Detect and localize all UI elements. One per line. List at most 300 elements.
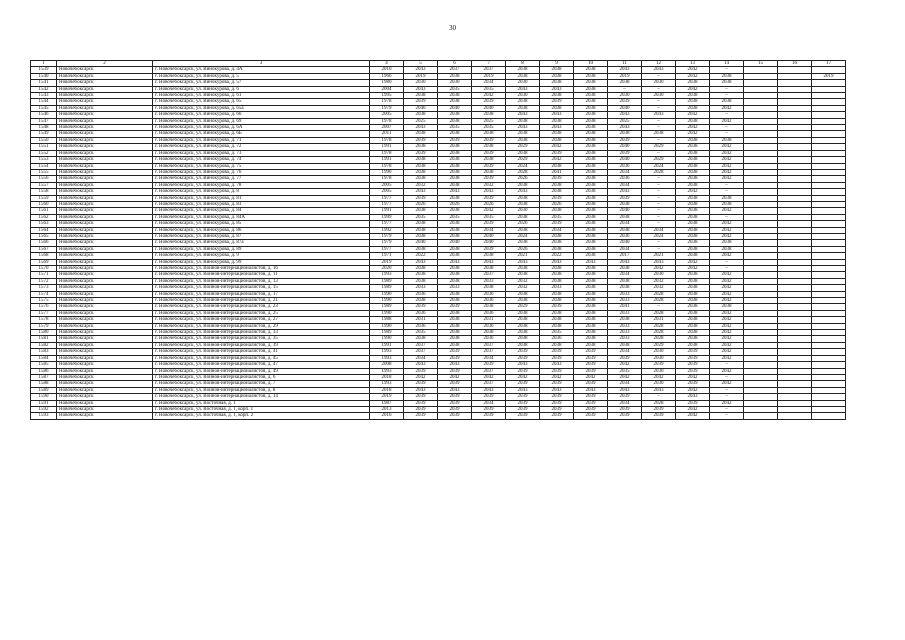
- table-cell: 2026: [506, 246, 540, 252]
- table-cell: 1564: [31, 227, 57, 233]
- table-cell: 2039: [574, 362, 608, 368]
- table-cell: 2005: [370, 189, 404, 195]
- table-cell: 2038: [438, 246, 472, 252]
- table-cell: Новочебоксарск: [57, 291, 153, 297]
- table-cell: 1542: [31, 86, 57, 92]
- table-cell: 2039: [506, 413, 540, 419]
- table-cell: 2038: [608, 227, 642, 233]
- table-cell: 2039: [608, 355, 642, 361]
- table-cell: 1990: [370, 169, 404, 175]
- table-cell: 2034: [608, 400, 642, 406]
- table-cell: 1583: [31, 349, 57, 355]
- table-cell: 2021: [642, 253, 676, 259]
- table-cell: 2038: [404, 227, 438, 233]
- table-cell: 1539: [31, 67, 57, 73]
- table-cell: 2034: [472, 355, 506, 361]
- table-cell: 1581: [31, 336, 57, 342]
- table-cell: Новочебоксарск: [57, 362, 153, 368]
- table-cell: 2030: [438, 80, 472, 86]
- table-cell: г. Новочебоксарск, ул. Винокурова, д. 6Б: [153, 131, 370, 137]
- table-cell: 2038: [710, 80, 744, 86]
- table-cell: 2038: [438, 221, 472, 227]
- table-cell: 2034: [472, 400, 506, 406]
- table-cell: 2042: [676, 131, 710, 137]
- table-cell: 1560: [31, 201, 57, 207]
- table-cell: 2038: [540, 131, 574, 137]
- table-cell: 2041: [540, 169, 574, 175]
- table-cell: 2038: [540, 342, 574, 348]
- table-cell: 2038: [676, 291, 710, 297]
- table-cell: 2038: [676, 169, 710, 175]
- table-cell: 2038: [574, 189, 608, 195]
- table-cell: 2042: [676, 67, 710, 73]
- table-cell: 2037: [472, 342, 506, 348]
- table-cell: 2038: [574, 278, 608, 284]
- table-cell: 2042: [710, 227, 744, 233]
- table-cell: 1578: [31, 317, 57, 323]
- table-cell: 2038: [608, 266, 642, 272]
- table-cell: 1572: [31, 278, 57, 284]
- table-cell: 2043: [642, 112, 676, 118]
- table-cell: 2039: [540, 99, 574, 105]
- table-cell: 2038: [676, 144, 710, 150]
- table-cell: Новочебоксарск: [57, 227, 153, 233]
- table-cell: г. Новочебоксарск, ул. Винокурова, д. 86: [153, 227, 370, 233]
- table-cell: 1579: [31, 323, 57, 329]
- table-cell: 2043: [676, 394, 710, 400]
- table-cell: 2043: [506, 259, 540, 265]
- table-cell: 1978: [370, 163, 404, 169]
- table-cell: 2038: [404, 266, 438, 272]
- table-cell: 2038: [574, 150, 608, 156]
- table-cell: 2030: [608, 93, 642, 99]
- table-cell: 2022: [540, 253, 574, 259]
- table-cell: 2038: [506, 240, 540, 246]
- table-cell: 2038: [540, 105, 574, 111]
- table-cell: 2038: [438, 112, 472, 118]
- table-cell: 2042: [438, 374, 472, 380]
- table-cell: 2043: [506, 125, 540, 131]
- table-cell: 2043: [574, 259, 608, 265]
- table-cell: 2032: [642, 278, 676, 284]
- table-cell: г. Новочебоксарск, ул. Воинов-интернационалистов, д. 21: [153, 298, 370, 304]
- table-cell: 2039: [472, 406, 506, 412]
- table-cell: 2039: [404, 381, 438, 387]
- table-cell: 2038: [676, 214, 710, 220]
- table-cell: 2031: [642, 317, 676, 323]
- table-cell: 2035: [540, 214, 574, 220]
- table-cell: 2039: [574, 400, 608, 406]
- table-row: [31, 413, 846, 419]
- table-cell: 2039: [438, 394, 472, 400]
- table-cell: 2038: [574, 336, 608, 342]
- table-cell: 2013: [370, 406, 404, 412]
- table-cell: –: [710, 374, 744, 380]
- table-cell: 1988: [370, 317, 404, 323]
- table-cell: 2043: [506, 189, 540, 195]
- table-cell: 2039: [608, 99, 642, 105]
- table-cell: 2026: [472, 201, 506, 207]
- table-cell: –: [642, 99, 676, 105]
- column-header-8: 8: [506, 61, 540, 67]
- table-cell: –: [710, 266, 744, 272]
- table-cell: Новочебоксарск: [57, 112, 153, 118]
- table-cell: 2038: [608, 285, 642, 291]
- table-cell: 2028: [506, 169, 540, 175]
- column-header-17: 17: [812, 61, 846, 67]
- table-cell: 2043: [404, 362, 438, 368]
- table-cell: 2038: [676, 317, 710, 323]
- table-cell: 1540: [31, 73, 57, 79]
- table-cell: 1987: [370, 400, 404, 406]
- table-cell: г. Новочебоксарск, ул. Винокурова, д. 87а: [153, 240, 370, 246]
- table-cell: 2040: [438, 105, 472, 111]
- table-cell: 2039: [642, 413, 676, 419]
- table-cell: 2036: [472, 298, 506, 304]
- table-cell: 2038: [404, 278, 438, 284]
- table-cell: 2038: [472, 169, 506, 175]
- table-cell: Новочебоксарск: [57, 73, 153, 79]
- table-cell: 2038: [676, 195, 710, 201]
- table-cell: 2019: [370, 259, 404, 265]
- table-cell: 2038: [574, 272, 608, 278]
- table-cell: 2043: [438, 259, 472, 265]
- table-cell: 2038: [438, 330, 472, 336]
- table-cell: 2039: [404, 195, 438, 201]
- table-cell: 2037: [472, 381, 506, 387]
- table-cell: г. Новочебоксарск, ул. Винокурова, д. 9: [153, 253, 370, 259]
- table-cell: –: [642, 182, 676, 188]
- table-cell: 2038: [540, 208, 574, 214]
- table-cell: 1544: [31, 99, 57, 105]
- table-cell: 2011: [370, 131, 404, 137]
- table-cell: 2038: [438, 73, 472, 79]
- table-cell: 2024: [642, 163, 676, 169]
- table-cell: 2043: [438, 387, 472, 393]
- table-cell: 2042: [710, 253, 744, 259]
- table-cell: 2038: [608, 131, 642, 137]
- table-cell: 2038: [404, 144, 438, 150]
- table-cell: 2038: [506, 227, 540, 233]
- table-cell: 2043: [608, 259, 642, 265]
- table-cell: 2035: [438, 86, 472, 92]
- table-cell: 2035: [540, 330, 574, 336]
- table-cell: 1548: [31, 125, 57, 131]
- table-cell: 2032: [642, 285, 676, 291]
- table-cell: 2039: [540, 413, 574, 419]
- table-cell: 2019: [472, 73, 506, 79]
- table-cell: 2033: [608, 310, 642, 316]
- table-cell: 2040: [472, 105, 506, 111]
- table-cell: 2038: [438, 266, 472, 272]
- table-cell: 2043: [472, 259, 506, 265]
- table-cell: 2038: [574, 342, 608, 348]
- table-cell: 2042: [608, 374, 642, 380]
- table-cell: 2039: [608, 413, 642, 419]
- table-cell: Новочебоксарск: [57, 272, 153, 278]
- table-cell: Новочебоксарск: [57, 374, 153, 380]
- table-cell: 2043: [506, 112, 540, 118]
- table-cell: 2042: [710, 176, 744, 182]
- table-cell: 2039: [472, 394, 506, 400]
- table-cell: Новочебоксарск: [57, 201, 153, 207]
- table-cell: 1979: [370, 105, 404, 111]
- table-cell: 2038: [438, 227, 472, 233]
- table-cell: 2043: [540, 259, 574, 265]
- table-cell: 2035: [404, 214, 438, 220]
- table-cell: 2038: [404, 336, 438, 342]
- table-body: [31, 67, 846, 419]
- table-cell: 1541: [31, 80, 57, 86]
- table-cell: 2035: [608, 368, 642, 374]
- table-cell: 2038: [404, 169, 438, 175]
- table-cell: 2038: [506, 336, 540, 342]
- table-cell: 2038: [472, 304, 506, 310]
- table-cell: 2043: [404, 67, 438, 73]
- table-cell: 2038: [574, 298, 608, 304]
- table-cell: 1991: [370, 208, 404, 214]
- table-cell: г. Новочебоксарск, ул. Винокурова, д. 65: [153, 99, 370, 105]
- table-cell: 2038: [506, 214, 540, 220]
- table-cell: 2030: [506, 93, 540, 99]
- table-cell: 1592: [31, 406, 57, 412]
- table-cell: 2036: [404, 310, 438, 316]
- table-cell: 2039: [574, 413, 608, 419]
- table-cell: 2039: [608, 195, 642, 201]
- table-cell: 1543: [31, 93, 57, 99]
- table-cell: 2029: [506, 157, 540, 163]
- column-header-4: 4: [370, 61, 404, 67]
- table-cell: 2039: [472, 150, 506, 156]
- table-cell: 2034: [608, 246, 642, 252]
- table-cell: 2038: [676, 246, 710, 252]
- table-cell: 2042: [710, 285, 744, 291]
- table-cell: 2039: [472, 413, 506, 419]
- table-cell: 2026: [404, 201, 438, 207]
- table-cell: 2038: [438, 317, 472, 323]
- table-cell: 1993: [370, 368, 404, 374]
- table-cell: 2038: [404, 157, 438, 163]
- table-cell: 2043: [540, 125, 574, 131]
- table-cell: 1571: [31, 272, 57, 278]
- table-cell: 1569: [31, 259, 57, 265]
- table-cell: 2038: [540, 298, 574, 304]
- table-cell: 2039: [472, 221, 506, 227]
- table-cell: 2038: [472, 285, 506, 291]
- table-cell: 2042: [676, 406, 710, 412]
- table-cell: 2042: [710, 342, 744, 348]
- table-cell: 2038: [676, 163, 710, 169]
- table-cell: 2030: [642, 349, 676, 355]
- table-cell: 2038: [676, 118, 710, 124]
- table-cell: 2018: [370, 374, 404, 380]
- table-cell: 2039: [438, 349, 472, 355]
- table-cell: Новочебоксарск: [57, 195, 153, 201]
- table-cell: 2038: [438, 278, 472, 284]
- table-cell: г. Новочебоксарск, ул. Воинов-интернационалистов, д. 15: [153, 285, 370, 291]
- table-cell: Новочебоксарск: [57, 233, 153, 239]
- table-cell: 2042: [676, 374, 710, 380]
- table-cell: 2042: [676, 413, 710, 419]
- table-cell: 1979: [370, 233, 404, 239]
- table-cell: 2038: [404, 131, 438, 137]
- table-cell: 2038: [676, 278, 710, 284]
- table-cell: 2017: [608, 253, 642, 259]
- table-cell: 2038: [404, 221, 438, 227]
- column-header-14: 14: [710, 61, 744, 67]
- table-cell: 1590: [31, 394, 57, 400]
- table-cell: 1977: [370, 195, 404, 201]
- table-cell: г. Новочебоксарск, ул. Винокурова, д. 85: [153, 221, 370, 227]
- table-cell: Новочебоксарск: [57, 189, 153, 195]
- table-cell: 2042: [676, 387, 710, 393]
- table-cell: 2040: [472, 233, 506, 239]
- table-cell: 2038: [676, 182, 710, 188]
- table-cell: Новочебоксарск: [57, 368, 153, 374]
- page-number: 30: [449, 24, 456, 32]
- table-cell: 2033: [404, 285, 438, 291]
- table-cell: 2028: [642, 330, 676, 336]
- table-cell: 2038: [404, 163, 438, 169]
- table-cell: 2039: [472, 195, 506, 201]
- table-cell: –: [710, 125, 744, 131]
- table-cell: 2038: [506, 272, 540, 278]
- table-cell: Новочебоксарск: [57, 342, 153, 348]
- table-cell: 2033: [540, 285, 574, 291]
- table-cell: 2038: [574, 118, 608, 124]
- table-cell: г. Новочебоксарск, ул. Винокурова, д. 5: [153, 73, 370, 79]
- table-cell: Новочебоксарск: [57, 278, 153, 284]
- table-cell: –: [710, 182, 744, 188]
- table-cell: 2042: [710, 400, 744, 406]
- table-cell: 2038: [676, 298, 710, 304]
- table-cell: 2028: [642, 310, 676, 316]
- table-cell: Новочебоксарск: [57, 330, 153, 336]
- table-cell: 2038: [574, 131, 608, 137]
- table-cell: 1989: [370, 285, 404, 291]
- table-cell: 2038: [438, 163, 472, 169]
- table-cell: 2025: [472, 118, 506, 124]
- table-cell: Новочебоксарск: [57, 182, 153, 188]
- table-cell: 1573: [31, 285, 57, 291]
- table-cell: 2038: [438, 144, 472, 150]
- table-cell: 2030: [642, 368, 676, 374]
- table-cell: 2029: [642, 342, 676, 348]
- table-cell: 2038: [506, 317, 540, 323]
- table-cell: 2042: [676, 73, 710, 79]
- table-cell: 2042: [506, 374, 540, 380]
- table-cell: г. Новочебоксарск, ул. Воинов-интернационалистов, д. 49: [153, 368, 370, 374]
- table-cell: 1999: [370, 214, 404, 220]
- table-cell: –: [642, 137, 676, 143]
- table-cell: 2039: [472, 137, 506, 143]
- table-cell: 2038: [608, 342, 642, 348]
- table-cell: 2039: [608, 406, 642, 412]
- table-cell: 2042: [710, 208, 744, 214]
- table-cell: 2043: [404, 125, 438, 131]
- table-cell: –: [642, 150, 676, 156]
- table-cell: г. Новочебоксарск, ул. Воинов-интернационалистов, д. 35: [153, 336, 370, 342]
- table-cell: Новочебоксарск: [57, 176, 153, 182]
- table-cell: –: [642, 214, 676, 220]
- table-cell: 2038: [506, 99, 540, 105]
- table-cell: 2028: [642, 291, 676, 297]
- table-cell: г. Новочебоксарск, ул. Винокурова, д. 87: [153, 233, 370, 239]
- table-cell: 2039: [438, 304, 472, 310]
- table-cell: 2038: [438, 310, 472, 316]
- table-cell: 2039: [540, 406, 574, 412]
- table-cell: 2038: [506, 201, 540, 207]
- table-cell: 1547: [31, 118, 57, 124]
- table-cell: 1978: [370, 176, 404, 182]
- table-cell: 2040: [608, 157, 642, 163]
- table-cell: 2042: [676, 112, 710, 118]
- table-cell: 2038: [540, 118, 574, 124]
- table-cell: 1991: [370, 144, 404, 150]
- table-cell: 2028: [642, 400, 676, 406]
- table-cell: –: [710, 67, 744, 73]
- table-cell: 2040: [608, 144, 642, 150]
- table-cell: 2039: [676, 362, 710, 368]
- table-cell: 1575: [31, 298, 57, 304]
- table-cell: 2039: [472, 163, 506, 169]
- table-cell: 2039: [540, 304, 574, 310]
- table-cell: 2035: [438, 125, 472, 131]
- table-cell: 2038: [540, 182, 574, 188]
- table-cell: 2043: [540, 362, 574, 368]
- table-cell: 2034: [608, 221, 642, 227]
- table-cell: 2038: [506, 291, 540, 297]
- table-cell: 2021: [506, 253, 540, 259]
- table-cell: 2043: [472, 387, 506, 393]
- table-cell: 2030: [642, 381, 676, 387]
- table-cell: 2038: [506, 323, 540, 329]
- table-cell: 2034: [608, 272, 642, 278]
- table-cell: 2040: [404, 105, 438, 111]
- housing-table: [30, 60, 846, 420]
- table-cell: 1980: [370, 80, 404, 86]
- table-cell: г. Новочебоксарск, ул. Винокурова, д. 71: [153, 137, 370, 143]
- table-cell: Новочебоксарск: [57, 131, 153, 137]
- table-cell: 2038: [540, 73, 574, 79]
- table-cell: Новочебоксарск: [57, 349, 153, 355]
- table-cell: 2039: [540, 368, 574, 374]
- table-cell: 2036: [608, 233, 642, 239]
- table-cell: 2036: [608, 176, 642, 182]
- table-cell: 2038: [472, 144, 506, 150]
- table-cell: 2038: [676, 272, 710, 278]
- table-cell: 1966: [370, 73, 404, 79]
- table-cell: 1588: [31, 381, 57, 387]
- table-cell: 2038: [506, 131, 540, 137]
- table-cell: 2038: [506, 298, 540, 304]
- table-cell: 2036: [540, 336, 574, 342]
- table-cell: 2042: [710, 105, 744, 111]
- column-header-16: 16: [778, 61, 812, 67]
- table-cell: 2033: [608, 330, 642, 336]
- table-cell: 2038: [574, 291, 608, 297]
- table-cell: 2038: [540, 233, 574, 239]
- table-cell: 2038: [574, 169, 608, 175]
- table-cell: 2038: [710, 99, 744, 105]
- table-cell: 2038: [540, 291, 574, 297]
- table-cell: Новочебоксарск: [57, 266, 153, 272]
- table-cell: –: [710, 93, 744, 99]
- table-cell: г. Новочебоксарск, ул. Винокурова, д. 84: [153, 208, 370, 214]
- table-cell: 2010: [370, 67, 404, 73]
- table-cell: 1978: [370, 150, 404, 156]
- table-cell: 2034: [608, 381, 642, 387]
